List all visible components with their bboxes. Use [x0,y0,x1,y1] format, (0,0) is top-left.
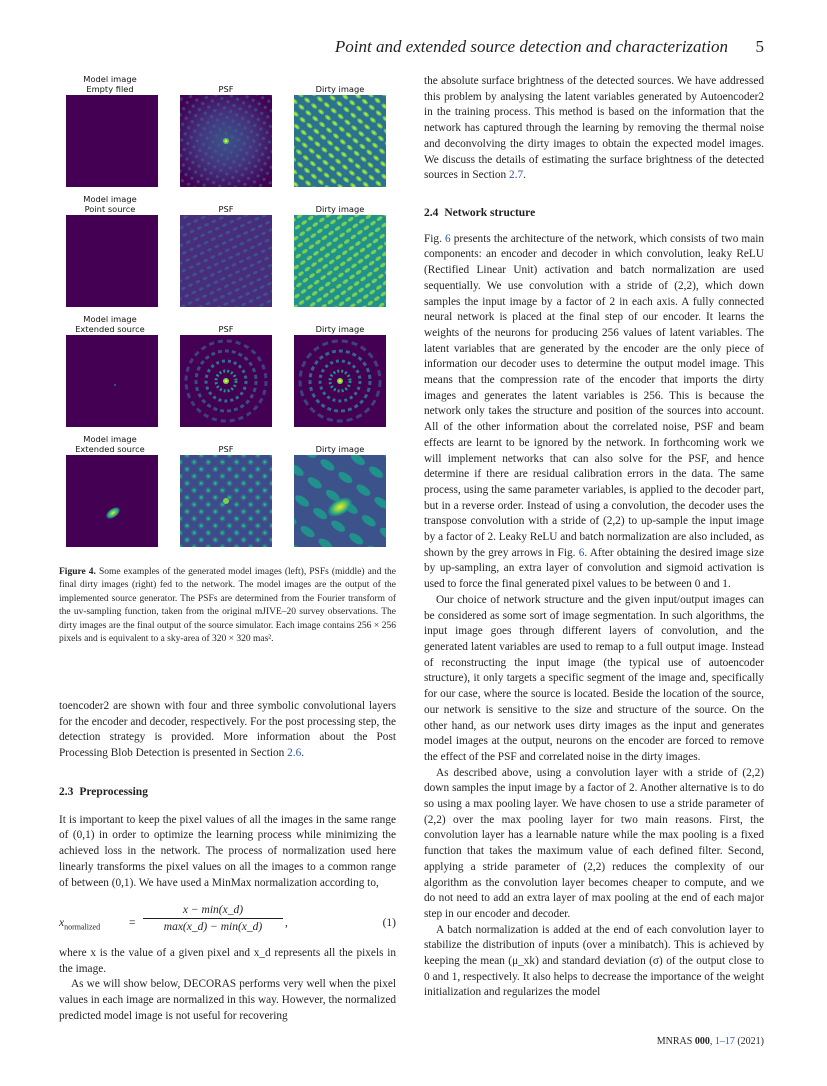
journal-year: (2021) [737,1036,764,1047]
left-column-upper [59,699,396,762]
section-2-4 [424,206,764,1001]
pages-link[interactable]: 1–17 [714,1036,735,1047]
figure-row-point [59,194,399,306]
psf-title: PSF [218,84,234,94]
section-heading: 2.3 Preprocessing [59,786,148,798]
dirty-title: Dirty image [315,324,365,334]
dirty-image-panel [294,335,386,427]
model-title [55,314,165,334]
dirty-title: Dirty image [315,204,365,214]
psf-title: PSF [218,324,234,334]
denominator: max(x_d) − min(x_d) [163,921,263,933]
equation-fraction [143,904,283,933]
model-title-line2: Extended source [75,444,145,454]
section-link[interactable]: 2.7 [509,169,524,182]
page-footer: MNRAS 000, 1–17 (2021) [656,1036,764,1047]
dirty-image-panel [294,95,386,187]
page-number: 5 [755,37,764,56]
psf-title: PSF [218,204,234,214]
model-title-line1: Model image [83,194,137,204]
dirty-title: Dirty image [315,444,365,454]
dirty-title: Dirty image [315,84,365,94]
paragraph: As we will show below, DECORAS performs very well when the pixel values in each image are normalized in this way. However, the normalized predicted model image is not useful for recovering [59,978,396,1022]
left-column-lower [59,946,396,1025]
running-header [334,37,764,59]
numerator: x − min(x_d) [143,904,283,919]
equation-lhs: $x_{normalized}$ [59,917,101,932]
model-title-line1: Model image [83,434,137,444]
paragraph: It is important to keep the pixel values of all the images in the same range of (0,1) in order to optimize the learning process while minimizing the achieved loss in the network. The process of normalization used here linearly transforms the pixel values on all the images to a common range of between (0,1). We have used a MinMax normalization according to, [59,813,396,889]
psf-title: PSF [218,444,234,454]
model-image-panel [66,455,158,547]
figure-4 [59,74,399,556]
figure-link[interactable]: 6 [444,232,451,245]
figure-row-empty [59,74,399,186]
caption-label: Figure 4. [59,567,96,577]
section-heading: 2.4 Network structure [424,207,536,219]
psf-image-panel [180,95,272,187]
equation-number: (1) [382,917,396,929]
equation-1: $x_{normalized}$ = x − min(x_d) max(x_d) − min(x_d) , (1) [59,904,396,933]
right-column-upper [424,74,764,184]
dirty-image-panel [294,455,386,547]
section-link[interactable]: 2.6 [287,747,302,760]
running-title: Point and extended source detection and characterization [334,37,728,56]
model-image-panel [66,335,158,427]
figure-row-extended-1 [59,314,399,426]
model-image-panel [66,215,158,307]
equals-sign: = [129,917,136,929]
model-title-line1: Model image [83,74,137,84]
figure-link[interactable]: 6 [578,546,585,559]
paragraph: Our choice of network structure and the given input/output images can be considered as some sort of image segmentation. In such algorithms, the input image goes through different layers of convolution, and the generated latent variables are used to remap to a full output image. Instead of reconstructing the input image (the typical use of autoencoder structure), it only targets a specific segment of the image and, specifically for our case, where the source is located. Beside the location of the source, our network is sensitive to the size and structure of the source. On the other hand, as our network uses dirty images as the input and generates model images at the output, neurons on the encoder are forced to remove the effect of the PSF and correlated noise in the dirty images. [424,593,764,763]
psf-image-panel [180,455,272,547]
psf-image-panel [180,335,272,427]
section-2-3 [59,785,396,891]
paragraph: As described above, using a convolution layer with a stride of (2,2) down samples the input image by a factor of 2. Another alternative is to do so using a max pooling layer. We have chosen to use a stride parameter of (2,2) over the max pooling layer for two main reasons. First, the convolution layer has a learnable nature while the max pooling is a fixed function that takes the maximum value of each defined filter. Second, applying a stride parameter of (2,2) reduces the complexity of our algorithm as the convolution layer becomes cheaper to compute, and we do not need to add an extra layer of max pooling at the end of each major step in our encoder and decoder. [424,766,764,920]
model-title-line2: Empty filed [86,84,134,94]
caption-text: Some examples of the generated model images (left), PSFs (middle) and the final dirty images (right) fed to the network. The model images are the output of the implemented source generator. The PSFs are determined from the Fourier transform of the uv-sampling function, taken from the original mJIVE–20 survey observations. The dirty images are the final output of the source simulator. Each image contains 256 × 256 pixels and is equivalent to a sky-area of 320 × 320 mas². [59,567,396,645]
model-title-line2: Point source [84,204,136,214]
paragraph: where x is the value of a given pixel and x_d represents all the pixels in the image. [59,947,396,975]
journal-name: MNRAS [656,1036,693,1047]
psf-image-panel [180,215,272,307]
model-title [55,434,165,454]
model-title [55,194,165,214]
paragraph: the absolute surface brightness of the detected sources. We have addressed this problem by analysing the latent variables generated by Autoencoder2 in the training process. This method is based on the information that the network has captured through the learning by removing the thermal noise and deconvolving the dirty images to obtain the expected model images. We discuss the details of estimating the surface brightness of the detected sources in Section 2.7. [424,75,764,182]
model-title [55,74,165,94]
paragraph: Fig. 6 presents the architecture of the network, which consists of two main components: an encoder and decoder in which convolution, leaky ReLU (Rectified Linear Unit) activation and batch normalization are used sequentially. We use convolution with a stride of (2,2), which down samples the input image by a factor of 2 in each axis. A fully connected neural network is placed at the final step of our encoder. It learns the weights of the neurons for producing 256 values of latent variables. The latent variables that are generated by the encoder are the only piece of information our decoder uses to determine the output model image. This means that the compression rate of the encoder that imports the dirty images and generates the latent variables is 256. This is because the network only takes the structure and position of the sources into account. All of the other information about the correlated noise, PSF and beam effects are learnt to be ignored by the network. In forthcoming work we will implement networks that can also solve for the PSF, and hence determine if there are residual calibration errors in the data. The same process, using the same parameter variables, is applied to the decoder part, but in a reverse order. Instead of using a convolution, the decoder uses the transpose convolution with a stride of (2,2) to up-sample the input image by a factor of 2. Leaky ReLU and batch normalization are also included, as shown by the grey arrows in Fig. 6. After obtaining the desired image size by up-sampling, an extra layer of convolution and sigmoid activation is used to force the final generated pixel values to be between 0 and 1. [424,232,765,591]
figure-row-extended-2 [59,434,399,546]
figure-caption [59,566,396,646]
journal-volume: 000 [694,1036,710,1047]
model-image-panel [66,95,158,187]
dirty-image-panel [294,215,386,307]
model-title-line2: Extended source [75,324,145,334]
left-paragraph: toencoder2 are shown with four and three symbolic convolutional layers for the encoder and decoder, respectively. For the post processing step, the detection strategy is provided. More information about the Post Processing Blob Detection is presented in Section 2.6. [59,700,396,760]
model-title-line1: Model image [83,314,137,324]
paragraph: A batch normalization is added at the end of each convolution layer to stabilize the distribution of inputs (over a minibatch). This is achieved by keeping the mean (μ_xk) and standard deviation (σ) of the output close to 0 and 1, respectively. It also helps to decrease the importance of the weight initialization and regularizes the model [424,923,764,999]
